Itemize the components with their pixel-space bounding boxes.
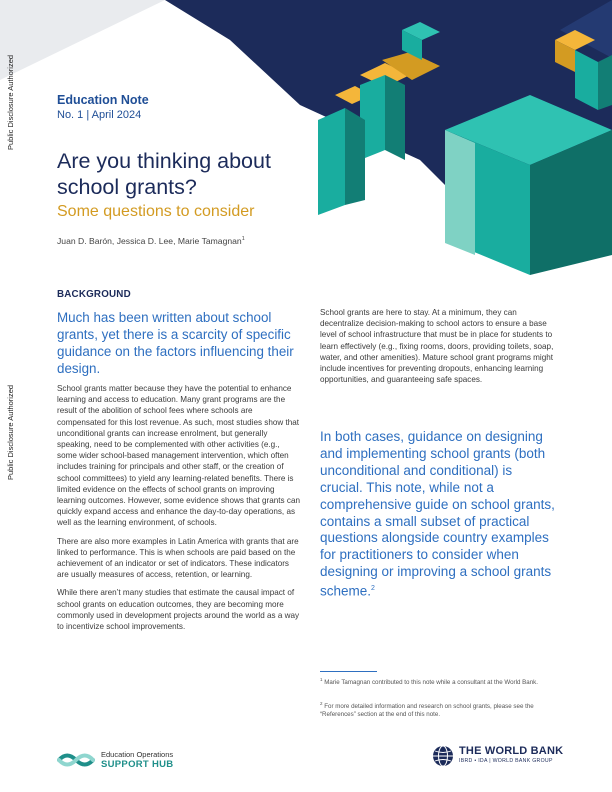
world-bank-group: IBRD • IDA | WORLD BANK GROUP [459, 758, 553, 764]
left-column [57, 383, 301, 639]
public-disclosure-stamp: Public Disclosure Authorized [6, 54, 15, 150]
support-hub-logo [57, 749, 173, 771]
body-paragraph: While there aren’t many studies that estimate the causal impact of school grants on education outcomes, they are becoming more commonly used in development projects around the world as a way to incentivize school improvements. [57, 588, 300, 632]
author-line [57, 236, 245, 246]
footnote [320, 700, 556, 719]
world-bank-logo [432, 745, 563, 767]
authors-footnote-mark: 1 [241, 236, 245, 243]
body-paragraph: School grants are here to stay. At a minimum, they can decentralize decision-making to school actors to ensure a base level of school infrastructure that must be in place for students to learn effectively (e.g., fixing rooms, doors, providing toilets, soap, water, and other amenities). Mature school grant programs might include incentives for preventing dropouts, enhancing learning opportunities, and guaranteeing safe spaces. [320, 308, 554, 385]
footnote-divider [320, 671, 377, 672]
right-column [320, 307, 556, 392]
callout-text [320, 429, 556, 601]
support-hub-icon [57, 749, 95, 771]
globe-icon [432, 745, 454, 767]
callout-body: In both cases, guidance on designing and implementing school grants (both unconditional and conditional) is crucial. This note, while not a comprehensive guide on school grants, contains a small subset of practical questions alongside country examples for practitioners to consider when designing or improving a school grants scheme. [320, 429, 555, 599]
public-disclosure-stamp: Public Disclosure Authorized [6, 384, 15, 480]
world-bank-name: THE WORLD BANK [459, 745, 564, 757]
lead-paragraph: Much has been written about school grants, yet there is a scarcity of specific guidance on the factors influencing their design. [57, 310, 294, 376]
footnote-text: For more detailed information and research on school grants, please see the “References” section at the end of this note. [320, 703, 534, 719]
footnote [320, 676, 556, 687]
hub-name: Education Operations [101, 750, 174, 759]
note-series: Education Note [57, 93, 149, 107]
footnote-number: 1 [320, 677, 323, 682]
note-issue: No. 1 | April 2024 [57, 109, 142, 121]
section-heading: BACKGROUND [57, 289, 131, 300]
page-title: Are you thinking about school grants? [57, 149, 271, 199]
callout-footnote-mark: 2 [371, 585, 375, 593]
footnote-number: 2 [320, 701, 323, 706]
body-paragraph: School grants matter because they have the potential to enhance learning and access to education. Many grant programs are the result of the abolition of school fees where schools are compensated for this lost revenue. As such, most studies show that unconditional grants can increase enrolment, but generally speaking, need to be complemented with other activities (e.g., some wider school-based management intervention, which often includes training for principals and other staff, or the creation of school committees) to yield any learning-related benefits. There is limited evidence on the effects of school grants on improving learning outcomes. However, some evidence shows that grants can quickly expand access and enhance the day-to-day operations, as well as the learning environment, of schools. [57, 384, 300, 528]
footnote-text: Marie Tamagnan contributed to this note while a consultant at the World Bank. [324, 679, 538, 687]
page-subtitle: Some questions to consider [57, 203, 255, 220]
authors: Juan D. Barón, Jessica D. Lee, Marie Tamagnan [57, 236, 242, 246]
hub-tagline: SUPPORT HUB [101, 759, 174, 770]
body-paragraph: There are also more examples in Latin America with grants that are linked to performance. This is when schools are paid based on the achievement of an indicator or set of indicators. These indicators are usually measures of access, retention, or learning. [57, 536, 299, 580]
